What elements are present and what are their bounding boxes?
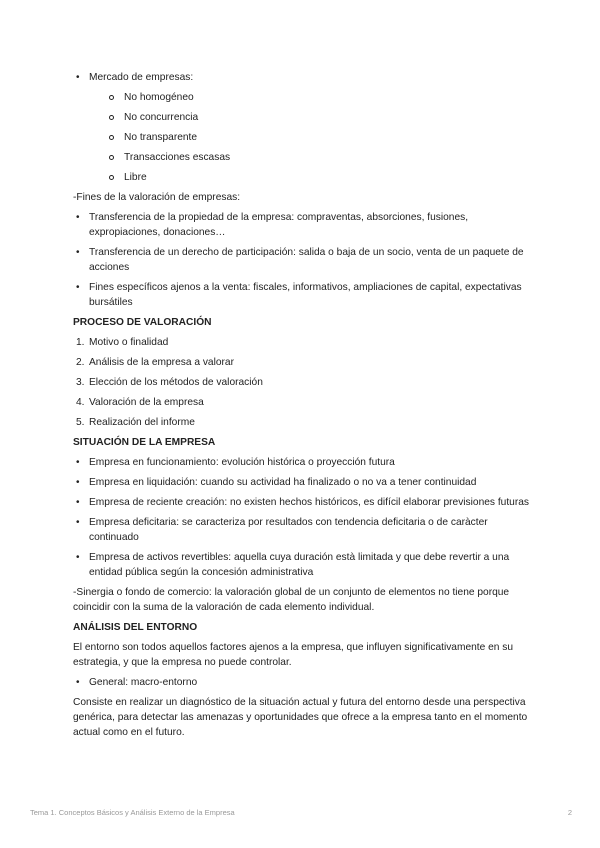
- list-item: • General: macro-entorno: [73, 675, 533, 690]
- environment-conclusion: Consiste en realizar un diagnóstico de la situación actual y futura del entorno desde una perspectiva genérica, para detectar las amenazas y oportunidades que ofrece a la empresa tanto en el momento actual como en el futuro.: [73, 697, 528, 738]
- step-number: 3.: [76, 377, 85, 388]
- list-item: • Empresa deficitaria: se caracteriza por resultados con tendencia deficitaria o de caràcter continuado: [73, 515, 533, 545]
- step-text: Valoración de la empresa: [89, 397, 204, 408]
- step-text: Realización del informe: [89, 417, 195, 428]
- market-label: Mercado de empresas:: [89, 72, 194, 83]
- list-item: [73, 335, 533, 350]
- list-item: [73, 375, 533, 390]
- list-item: [73, 70, 533, 185]
- step-text: Motivo o finalidad: [89, 337, 169, 348]
- sublist-item: No homogéneo: [89, 90, 533, 105]
- footer-title: Tema 1. Conceptos Básicos y Análisis Externo de la Empresa: [30, 808, 235, 817]
- list-item: • Empresa en liquidación: cuando su actividad ha finalizado o no va a tener continuidad: [73, 475, 533, 490]
- situation-heading: SITUACIÓN DE LA EMPRESA: [73, 437, 216, 448]
- sublist-item: No transparente: [89, 130, 533, 145]
- list-item: • Empresa de reciente creación: no existen hechos históricos, es difícil elaborar previsiones futuras: [73, 495, 533, 510]
- purposes-list: [73, 210, 533, 310]
- sublist-item: No concurrencia: [89, 110, 533, 125]
- list-item: • Empresa en funcionamiento: evolución histórica o proyección futura: [73, 455, 533, 470]
- environment-intro: El entorno son todos aquellos factores ajenos a la empresa, que influyen significativamente en su estrategia, y que la empresa no puede controlar.: [73, 642, 514, 668]
- list-item: [73, 355, 533, 370]
- environment-heading: ANÁLISIS DEL ENTORNO: [73, 622, 198, 633]
- sublist-item: Transacciones escasas: [89, 150, 533, 165]
- step-text: Elección de los métodos de valoración: [89, 377, 263, 388]
- page-content: [73, 70, 533, 745]
- list-item: [73, 395, 533, 410]
- step-number: 2.: [76, 357, 85, 368]
- page-number: 2: [567, 808, 572, 817]
- list-item: [73, 415, 533, 430]
- list-item: • Transferencia de un derecho de participación: salida o baja de un socio, venta de un paquete de acciones: [73, 245, 533, 275]
- situation-list: [73, 455, 533, 580]
- step-text: Análisis de la empresa a valorar: [89, 357, 234, 368]
- environment-list: [73, 675, 533, 690]
- step-number: 5.: [76, 417, 85, 428]
- step-number: 1.: [76, 337, 85, 348]
- process-list: [73, 335, 533, 430]
- market-list: [73, 70, 533, 185]
- step-number: 4.: [76, 397, 85, 408]
- sublist-item: Libre: [89, 170, 533, 185]
- list-item: • Fines específicos ajenos a la venta: fiscales, informativos, ampliaciones de capital, expectativas bursátiles: [73, 280, 533, 310]
- synergy-paragraph: -Sinergia o fondo de comercio: la valoración global de un conjunto de elementos no tiene porque coincidir con la suma de la valoración de cada elemento individual.: [73, 587, 510, 613]
- market-sublist: [89, 90, 533, 185]
- list-item: • Transferencia de la propiedad de la empresa: compraventas, absorciones, fusiones, expropiaciones, donaciones…: [73, 210, 533, 240]
- process-heading: PROCESO DE VALORACIÓN: [73, 317, 212, 328]
- purposes-intro: -Fines de la valoración de empresas:: [73, 192, 241, 203]
- page-footer: [30, 808, 572, 817]
- list-item: • Empresa de activos revertibles: aquella cuya duración està limitada y que debe revertir a una entidad pública según la concesión administrativa: [73, 550, 533, 580]
